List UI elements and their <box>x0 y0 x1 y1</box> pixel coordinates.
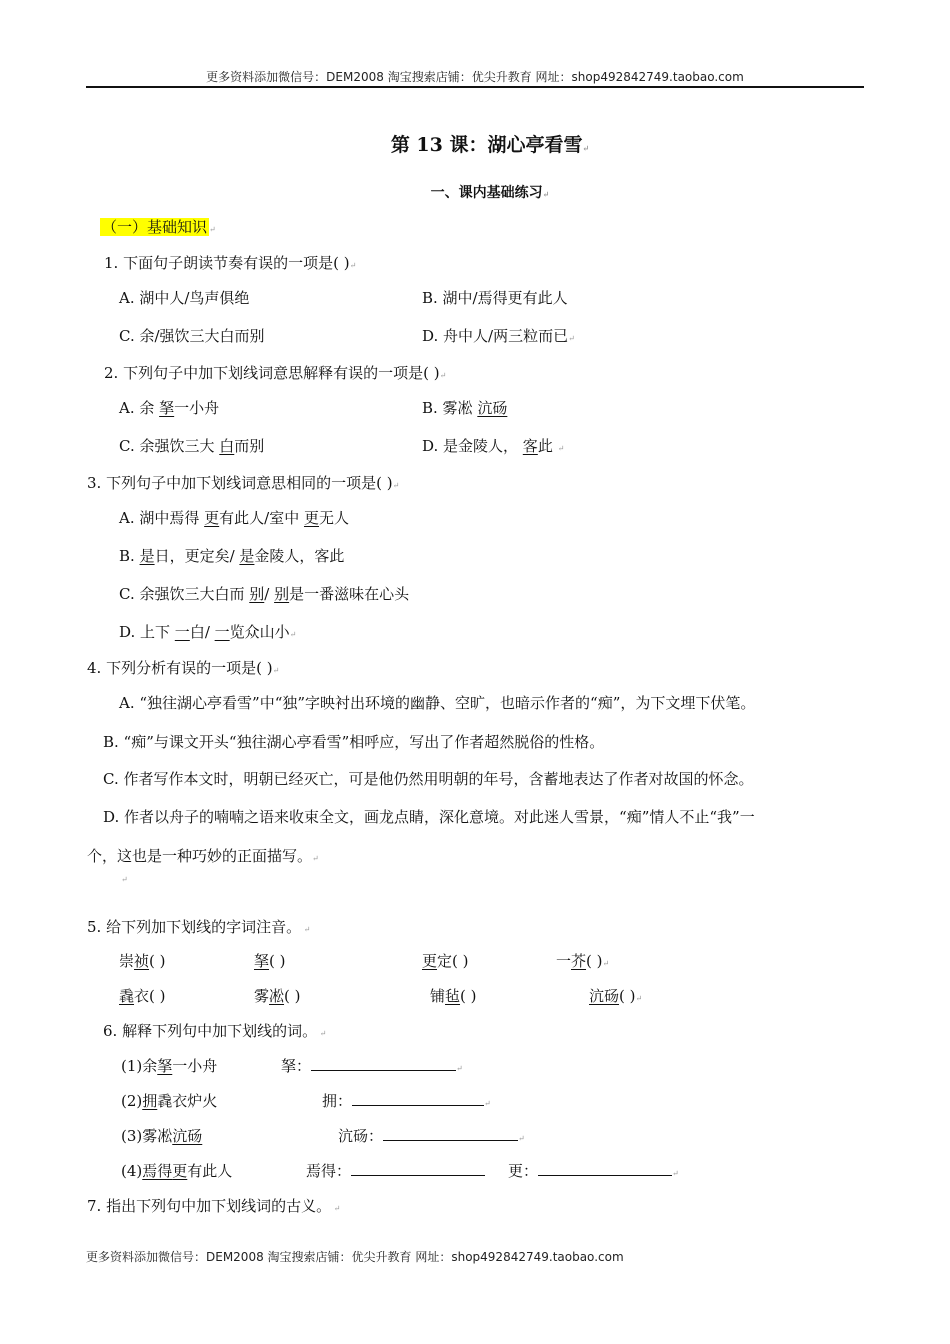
q1-option-b: B. 湖中/焉得更有此人 <box>422 289 568 307</box>
paragraph-mark: ↵ <box>121 875 128 884</box>
q2-option-d: D. 是金陵人， 客此 ↵ <box>422 437 565 455</box>
question-4-stem: 4. 下列分析有误的一项是( )↵ <box>87 659 280 677</box>
subsection-heading: （一）基础知识 ↵ <box>102 218 216 236</box>
q2-option-a: A. 余 拏一小舟 <box>119 399 220 417</box>
q6-item-4: (4)焉得更有此人 <box>121 1162 233 1180</box>
q1-option-d: D. 舟中人/两三粒而已↵ <box>422 327 575 345</box>
q1-option-a: A. 湖中人/鸟声俱绝 <box>119 289 250 307</box>
header-divider <box>86 86 864 88</box>
q4-option-d-line1: D. 作者以舟子的喃喃之语来收束全文，画龙点睛，深化意境。对此迷人雪景，“痴”情人不止“我”一 <box>103 808 755 826</box>
q5-item: 雾凇( ) <box>254 987 301 1005</box>
q5-item: 更定( ) <box>422 952 469 970</box>
q6-answer-4a[interactable]: 焉得： <box>306 1160 485 1181</box>
q2-option-c: C. 余强饮三大 白而别 <box>119 437 265 455</box>
q4-option-d-line2: 个，这也是一种巧妙的正面描写。↵ <box>87 847 319 865</box>
q6-answer-3[interactable]: 沆砀： ↵ <box>338 1127 525 1145</box>
q5-item: 拏( ) <box>254 952 286 970</box>
q6-item-3: (3)雾凇沆砀 <box>121 1127 203 1145</box>
q5-item: 一芥( )↵ <box>556 952 610 970</box>
page-footer: 更多资料添加微信号：DEM2008 淘宝搜索店铺：优尖升教育 网址：shop492842749.taobao.com <box>86 1250 624 1264</box>
q3-option-b: B. 是日，更定矣/ 是金陵人，客此 <box>119 547 345 565</box>
q3-option-d: D. 上下 一白/ 一览众山小↵ <box>119 623 297 641</box>
q1-option-c: C. 余/强饮三大白而别 <box>119 327 265 345</box>
q6-answer-4b[interactable]: 更： ↵ <box>508 1162 679 1180</box>
q4-option-b: B. “痴”与课文开头“独往湖心亭看雪”相呼应，写出了作者超然脱俗的性格。 <box>103 733 605 751</box>
question-2-stem: 2. 下列句子中加下划线词意思解释有误的一项是( )↵ <box>104 364 447 382</box>
question-7-stem: 7. 指出下列句中加下划线词的古义。 ↵ <box>87 1197 341 1215</box>
q3-option-a: A. 湖中焉得 更有此人/室中 更无人 <box>119 509 350 527</box>
q6-item-1: (1)余拏一小舟 <box>121 1057 218 1075</box>
q6-answer-2[interactable]: 拥： ↵ <box>322 1092 491 1110</box>
q5-item: 崇祯( ) <box>119 952 166 970</box>
question-6-stem: 6. 解释下列句中加下划线的词。 ↵ <box>103 1022 327 1040</box>
question-5-stem: 5. 给下列加下划线的字词注音。 ↵ <box>87 918 311 936</box>
q5-item: 毳衣( ) <box>119 987 166 1005</box>
lesson-title: 第 13 课：湖心亭看雪↵ <box>390 134 590 156</box>
question-3-stem: 3. 下列句子中加下划线词意思相同的一项是( )↵ <box>87 474 400 492</box>
q2-option-b: B. 雾凇 沆砀 <box>422 399 508 417</box>
page-header: 更多资料添加微信号：DEM2008 淘宝搜索店铺：优尖升教育 网址：shop492842749.taobao.com <box>206 70 744 84</box>
section-heading: 一、课内基础练习↵ <box>430 185 550 201</box>
question-1-stem: 1. 下面句子朗读节奏有误的一项是( )↵ <box>104 254 357 272</box>
q5-item: 铺毡( ) <box>430 987 477 1005</box>
q6-answer-1[interactable]: 拏： ↵ <box>281 1057 463 1075</box>
q6-item-2: (2)拥毳衣炉火 <box>121 1092 218 1110</box>
q4-option-c: C. 作者写作本文时，明朝已经灭亡，可是他仍然用明朝的年号，含蓄地表达了作者对故国的怀念。 <box>103 770 754 788</box>
q5-item: 沆砀( )↵ <box>589 987 643 1005</box>
q3-option-c: C. 余强饮三大白而 别/ 别是一番滋味在心头 <box>119 585 410 603</box>
q4-option-a: A. “独往湖心亭看雪”中“独”字映衬出环境的幽静、空旷，也暗示作者的“痴”，为下文埋下伏笔。 <box>119 694 756 712</box>
